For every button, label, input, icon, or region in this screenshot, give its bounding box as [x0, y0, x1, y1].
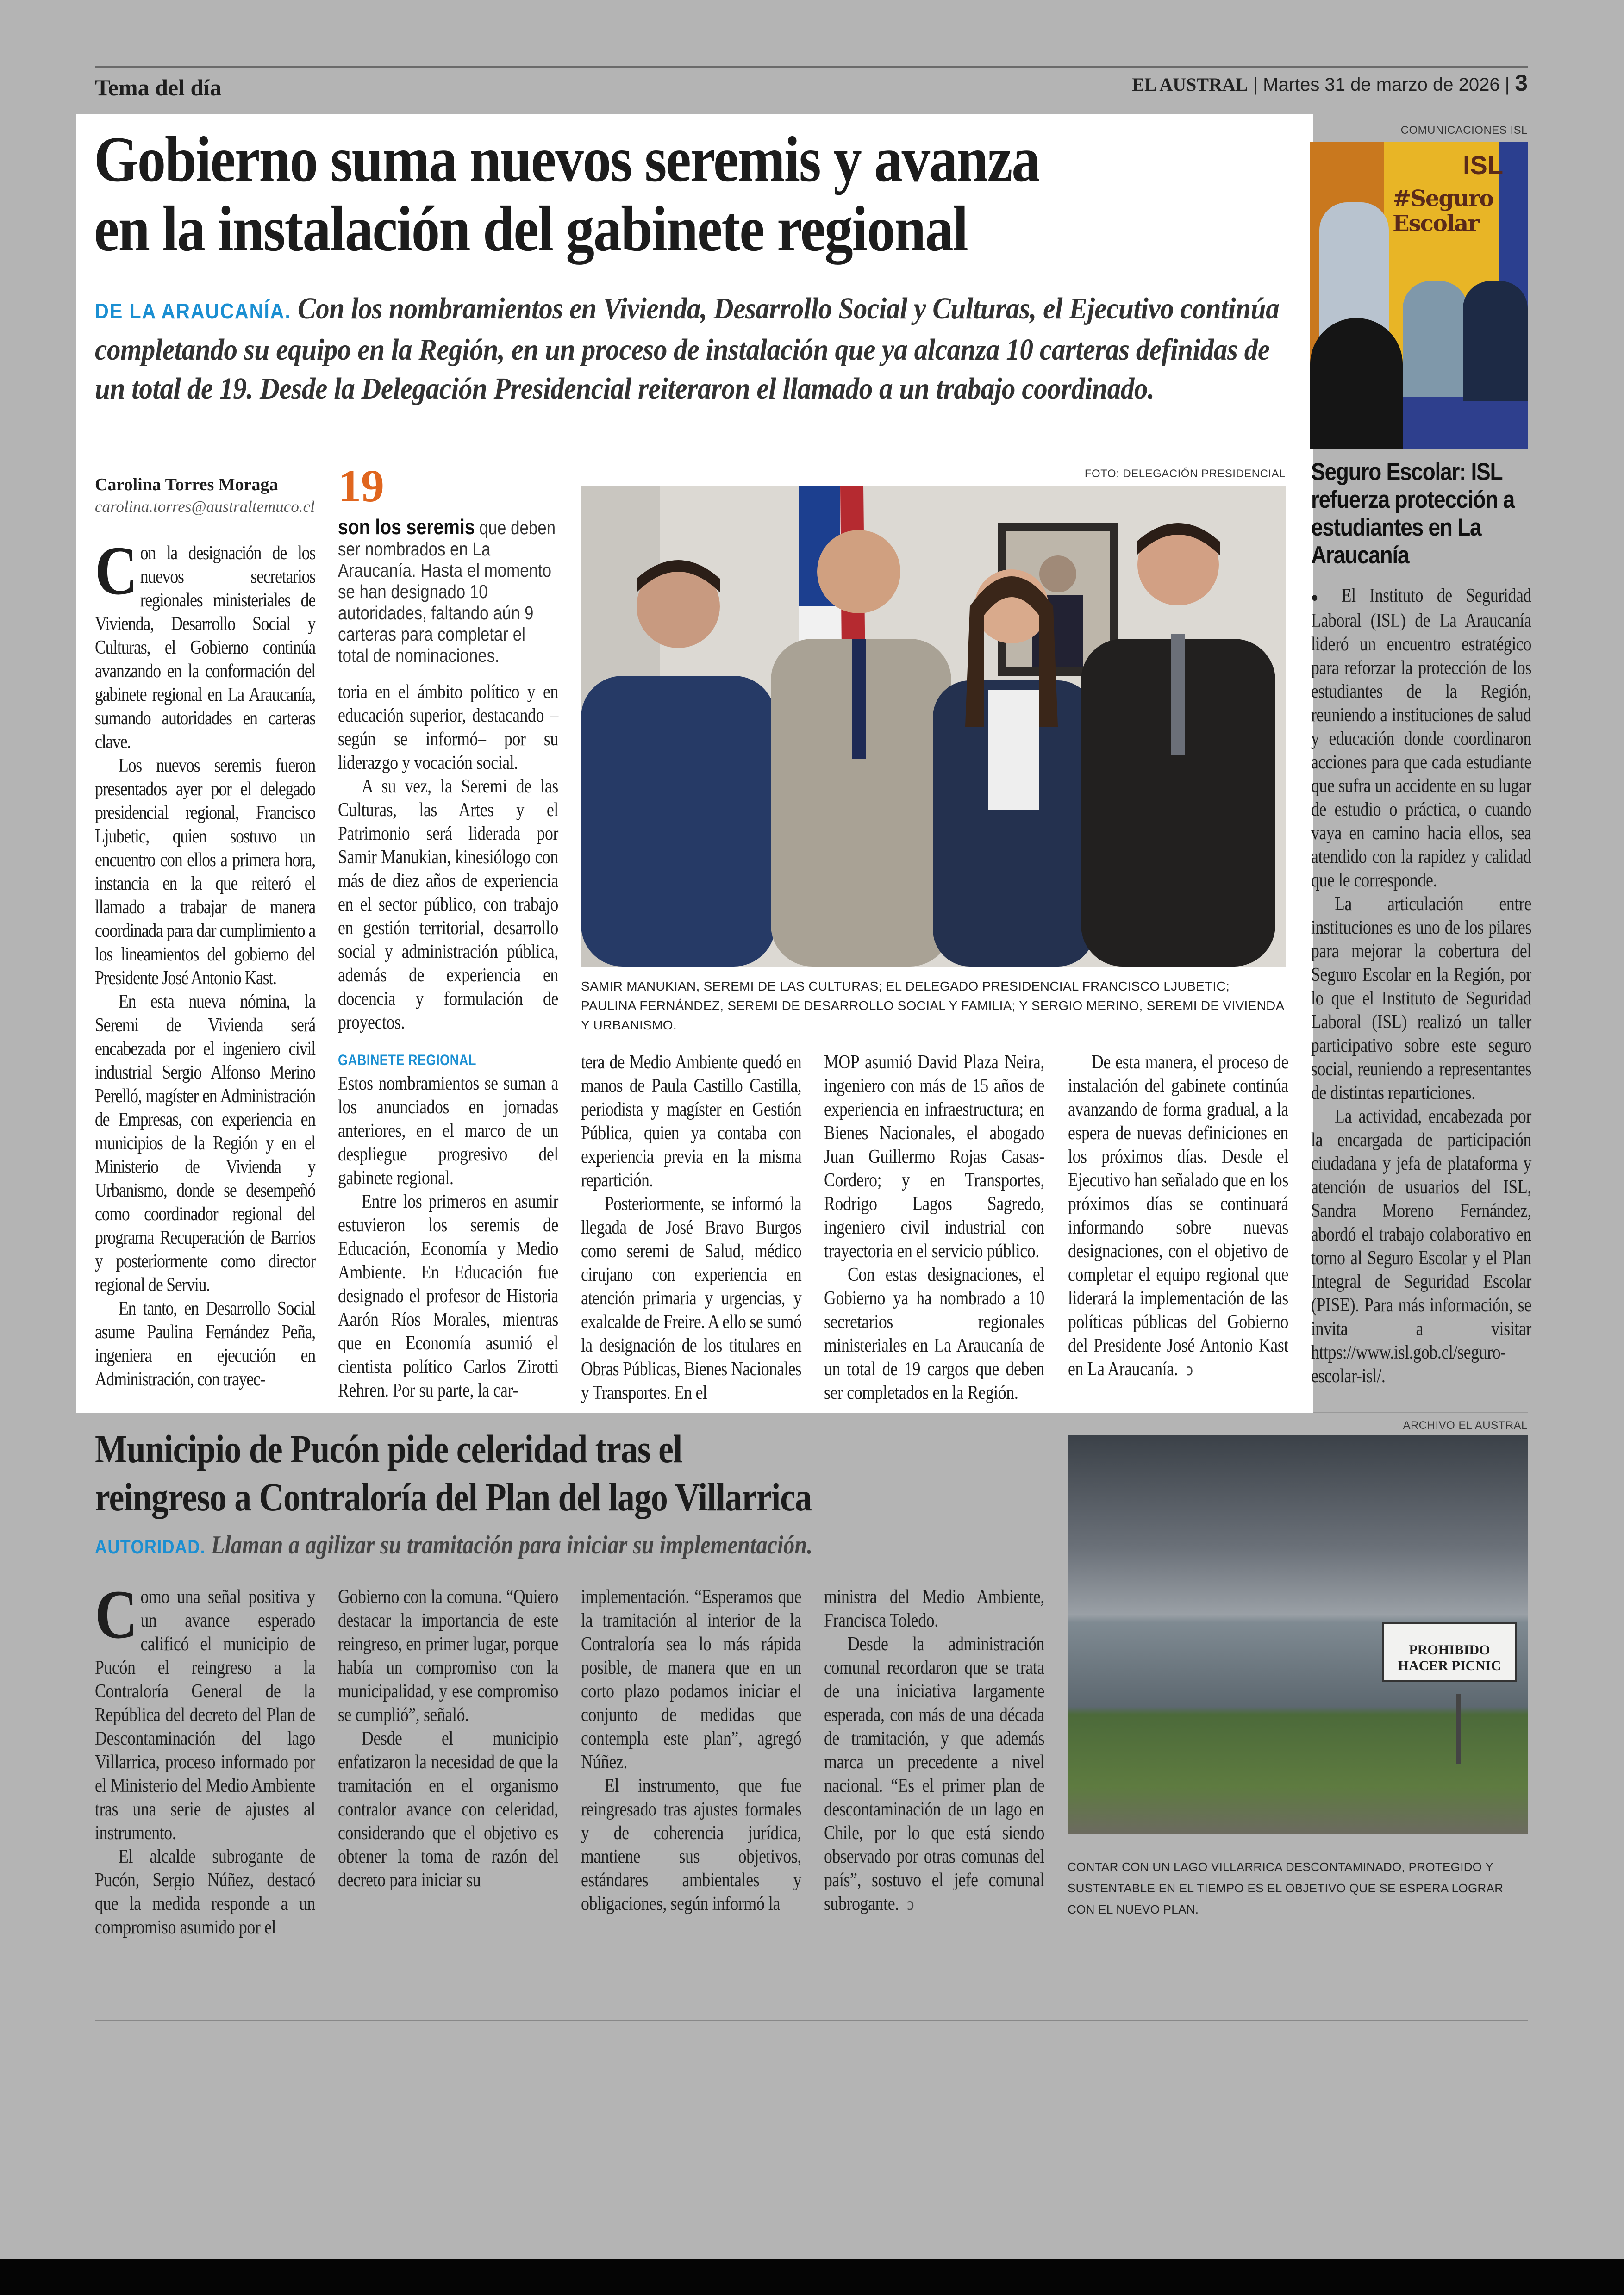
screen-bottom-bar: [0, 2259, 1624, 2295]
main-column-3: [581, 1051, 801, 1405]
deck-text: Llaman a agilizar su tramitación para iniciar su implementación.: [211, 1531, 813, 1559]
paragraph: Estos nombramientos se suman a los anunciados en jornadas anteriores, en el marco de un despliegue progresivo del gabinete regional.: [338, 1073, 558, 1189]
deck-label: DE LA ARAUCANÍA.: [95, 299, 291, 323]
paragraph: A su vez, la Seremi de las Culturas, las Artes y el Patrimonio será liderada por Samir Manukian, kinesiólogo con más de diez años de experiencia en el sector público, con trabajo en gestión territorial, desarrollo social y administración pública, además de experiencia en docencia y formulación de proyectos.: [338, 776, 558, 1033]
sidebar-headline: Seguro Escolar: ISL refuerza protección a estudiantes en La Araucanía: [1311, 458, 1514, 569]
headline-line-1: Gobierno suma nuevos seremis y avanza: [94, 124, 1039, 195]
author-name: Carolina Torres Moraga: [95, 475, 278, 494]
main-photo: [581, 486, 1286, 967]
main-headline: [94, 125, 1275, 264]
main-column-2: [338, 680, 558, 1403]
paragraph: tera de Medio Ambiente quedó en manos de Paula Castillo Castilla, periodista y magíster en Gestión Pública, quien ya contaba con experiencia previa en la misma repartición.: [581, 1052, 801, 1191]
second-photo-credit: ARCHIVO EL AUSTRAL: [1403, 1419, 1528, 1432]
second-column-3: [581, 1585, 801, 1916]
lake-photo: [1068, 1435, 1528, 1834]
highlight-number: 19: [338, 460, 384, 511]
section-label: Tema del día: [95, 75, 222, 100]
issue-date: Martes 31 de marzo de 2026: [1263, 75, 1500, 95]
paragraph: El instrumento, que fue reingresado tras ajustes formales y de coherencia jurídica, mantiene sus objetivos, estándares ambientales y obligaciones, según informó la: [581, 1775, 801, 1915]
paragraph: Gobierno con la comuna. “Quiero destacar la importancia de este reingreso, en primer lugar, porque había un compromiso con la municipalidad, y ese compromiso se cumplió”, señaló.: [338, 1586, 558, 1726]
sidebar-photo: [1310, 142, 1528, 449]
paragraph: La articulación entre instituciones es uno de los pilares para mejorar la cobertura del Seguro Escolar en la Región, por lo que el Instituto de Seguridad Laboral (ISL) realizó un taller participativo sobre este seguro social, reuniendo a representantes de distintas reparticiones.: [1311, 893, 1531, 1104]
second-headline: [95, 1425, 1011, 1521]
drop-cap: C: [95, 532, 137, 609]
campaign-text: #Seguro Escolar: [1393, 186, 1493, 237]
folio: EL AUSTRAL | Martes 31 de marzo de 2026 | 3: [1132, 70, 1528, 96]
end-mark-icon: ↄ: [906, 1896, 914, 1914]
author-email[interactable]: carolina.torres@australtemuco.cl: [95, 498, 315, 516]
highlight-bold: son los seremis: [338, 515, 475, 539]
paragraph: MOP asumió David Plaza Neira, ingeniero con más de 15 años de experiencia en infraestructura; en Bienes Nacionales, el abogado Juan Guillermo Rojas Casas-Cordero; y en Transportes, Rodrigo Lagos Sagredo, ingeniero civil industrial con trayectoria en el servicio público.: [824, 1052, 1044, 1262]
main-column-4: [824, 1051, 1044, 1405]
top-rule: [95, 66, 1528, 68]
paragraph: ministra del Medio Ambiente, Francisca Toledo.: [824, 1586, 1044, 1631]
headline-line-2: en la instalación del gabinete regional: [94, 193, 968, 265]
sign: [1382, 1622, 1517, 1682]
paragraph: De esta manera, el proceso de instalación del gabinete continúa avanzando de forma gradual, a la espera de nuevas definiciones en los próximos días. Desde el Ejecutivo han señalado que en los próximos días se continuará informando sobre nuevas designaciones, con el objetivo de completar el equipo regional que liderará la implementación de las políticas públicas del Gobierno del Presidente José Antonio Kast en La Araucanía. ↄ: [1068, 1052, 1288, 1380]
paper-name: EL AUSTRAL: [1132, 74, 1248, 95]
audience-figure: [1463, 281, 1528, 401]
paragraph: Los nuevos seremis fueron presentados ayer por el delegado presidencial regional, Francisco Ljubetic, quien sostuvo un encuentro con ellos a primera hora, instancia en la que reiteró el llamado a trabajar de manera coordinada para dar cumplimiento a los lineamientos del gobierno del Presidente José Antonio Kast.: [95, 755, 315, 989]
second-column-4: [824, 1585, 1044, 1917]
sign-post: [1456, 1694, 1461, 1764]
audience-figure: [1310, 318, 1403, 449]
paragraph: El alcalde subrogante de Pucón, Sergio Núñez, destacó que la medida responde a un compromiso asumido por el: [95, 1846, 315, 1938]
photo-credit: FOTO: DELEGACIÓN PRESIDENCIAL: [1084, 468, 1286, 480]
paragraph: Con la designación de los nuevos secretarios regionales ministeriales de Vivienda, Desarrollo Social y Culturas, el Gobierno continúa avanzando en la conformación del gabinete regional en La Araucanía, sumando autoridades en carteras clave.: [95, 532, 315, 753]
second-deck: [95, 1530, 1011, 1562]
paragraph: Desde la administración comunal recordaron que se trata de una iniciativa largamente esperada, con más de una década de tramitación, y que además marca un precedente a nivel nacional. “Es el primer plan de descontaminación de un lago en Chile, por lo que está siendo observado por otras comunas del país”, sostuvo el jefe comunal subrogante. ↄ: [824, 1634, 1044, 1915]
main-column-1: [95, 532, 315, 1391]
page-number: 3: [1515, 70, 1528, 96]
drop-cap: C: [95, 1576, 137, 1653]
paragraph: En tanto, en Desarrollo Social asume Paulina Fernández Peña, ingeniera en ejecución en Administración, con trayec-: [95, 1298, 315, 1390]
highlight-text: que deben ser nombrados en La Araucanía. Hasta el momento se han designado 10 autoridades, faltando aún 9 carteras para completar el total de nominaciones.: [338, 517, 556, 666]
paragraph: ● El Instituto de Seguridad Laboral (ISL) de La Araucanía lideró un encuentro estratégico para reforzar la protección de los estudiantes de la Región, reuniendo a instituciones de salud y educación donde coordinaron acciones para que cada estudiante que sufra un accidente en su lugar de estudio o práctica, o cuando vaya en camino hacia ellos, sea atendido con la rapidez y calidad que le corresponde.: [1311, 585, 1531, 891]
deck-label: AUTORIDAD.: [95, 1536, 206, 1558]
deck-text: Con los nombramientos en Vivienda, Desarrollo Social y Culturas, el Ejecutivo continúa completando su equipo en la Región, en un proceso de instalación que ya alcanza 10 carteras definidas de un total de 19. Desde la Delegación Presidencial reiteraron el llamado a un trabajo coordinado.: [95, 292, 1280, 405]
paragraph: Desde el municipio enfatizaron la necesidad de que la tramitación en el organismo contralor avance con celeridad, considerando que el objetivo es obtener la toma de razón del decreto para iniciar su: [338, 1728, 558, 1891]
second-column-1: [95, 1576, 315, 1940]
article-divider: [1313, 1412, 1528, 1413]
paragraph: Entre los primeros en asumir estuvieron los seremis de Educación, Economía y Medio Ambiente. En Educación fue designado el profesor de Historia Aarón Ríos Morales, mientras que en Economía asumió el cientista político Carlos Zirotti Rehren. Por su parte, la car-: [338, 1191, 558, 1401]
main-column-5: [1068, 1051, 1288, 1382]
second-column-2: [338, 1585, 558, 1892]
audience-figure: [1403, 281, 1468, 397]
bullet-icon: ●: [1311, 590, 1328, 605]
bottom-rule: [95, 2020, 1528, 2021]
paragraph: toria en el ámbito político y en educación superior, destacando –según se informó– por su liderazgo y vocación social.: [338, 681, 558, 773]
lake-photo-caption: CONTAR CON UN LAGO VILLARRICA DESCONTAMINADO, PROTEGIDO Y SUSTENTABLE EN EL TIEMPO ES EL OBJETIVO QUE SE ESPERA LOGRAR CON EL NUEVO PLAN.: [1068, 1860, 1504, 1916]
isl-logo-text: ISL: [1463, 150, 1504, 180]
end-mark-icon: ↄ: [1186, 1361, 1193, 1379]
subhead: GABINETE REGIONAL: [338, 1052, 476, 1068]
photo-caption: SAMIR MANUKIAN, SEREMI DE LAS CULTURAS; EL DELEGADO PRESIDENCIAL FRANCISCO LJUBETIC; PAULINA FERNÁNDEZ, SEREMI DE DESARROLLO SOCIAL Y FAMILIA; Y SERGIO MERINO, SEREMI DE VIVIENDA Y URBANISMO.: [581, 979, 1284, 1032]
paragraph: Con estas designaciones, el Gobierno ya ha nombrado a 10 secretarios regionales ministeriales en La Araucanía de un total de 19 cargos que deben ser completados en la Región.: [824, 1264, 1044, 1403]
paragraph: En esta nueva nómina, la Seremi de Vivienda será encabezada por el ingeniero civil industrial Sergio Alfonso Merino Perelló, magíster en Administración de Empresas, con experiencia en municipios de la Región y en el Ministerio de Vivienda y Urbanismo, donde se desempeñó como coordinador regional del programa Recuperación de Barrios y posteriormente como director regional de Serviu.: [95, 991, 315, 1296]
headline-line-1: Municipio de Pucón pide celeridad tras el: [95, 1427, 682, 1471]
paragraph: La actividad, encabezada por la encargada de participación ciudadana y jefa de plataforma y atención de usuarios del ISL, Sandra Moreno Fernández, abordó el trabajo colaborativo en torno al Seguro Escolar y el Plan Integral de Seguridad Escolar (PISE). Para más información, se invita a visitar https://www.isl.gob.cl/seguro-escolar-isl/.: [1311, 1106, 1531, 1387]
headline-line-2: reingreso a Contraloría del Plan del lago Villarrica: [95, 1475, 812, 1519]
sidebar-body: [1311, 584, 1531, 1388]
paragraph: Posteriormente, se informó la llegada de José Bravo Burgos como seremi de Salud, médico cirujano con experiencia en atención primaria y urgencias, y exalcalde de Freire. A ello se sumó la designación de los titulares en Obras Públicas, Bienes Nacionales y Transportes. En el: [581, 1193, 801, 1403]
highlight-box: [338, 516, 558, 666]
main-deck: [95, 289, 1295, 408]
paragraph: Como una señal positiva y un avance esperado calificó el municipio de Pucón el reingreso a la Contraloría General de la República del decreto del Plan de Descontaminación del lago Villarrica, proceso informado por el Ministerio del Medio Ambiente tras una serie de ajustes al instrumento.: [95, 1576, 315, 1844]
sign-text: PROHIBIDO HACER PICNIC: [1398, 1642, 1501, 1673]
sidebar-photo-credit: COMUNICACIONES ISL: [1400, 124, 1528, 137]
paragraph: implementación. “Esperamos que la tramitación al interior de la Contraloría sea lo más rápida posible, de manera que en un corto plazo podamos iniciar el conjunto de medidas que contempla este plan”, agregó Núñez.: [581, 1586, 801, 1773]
